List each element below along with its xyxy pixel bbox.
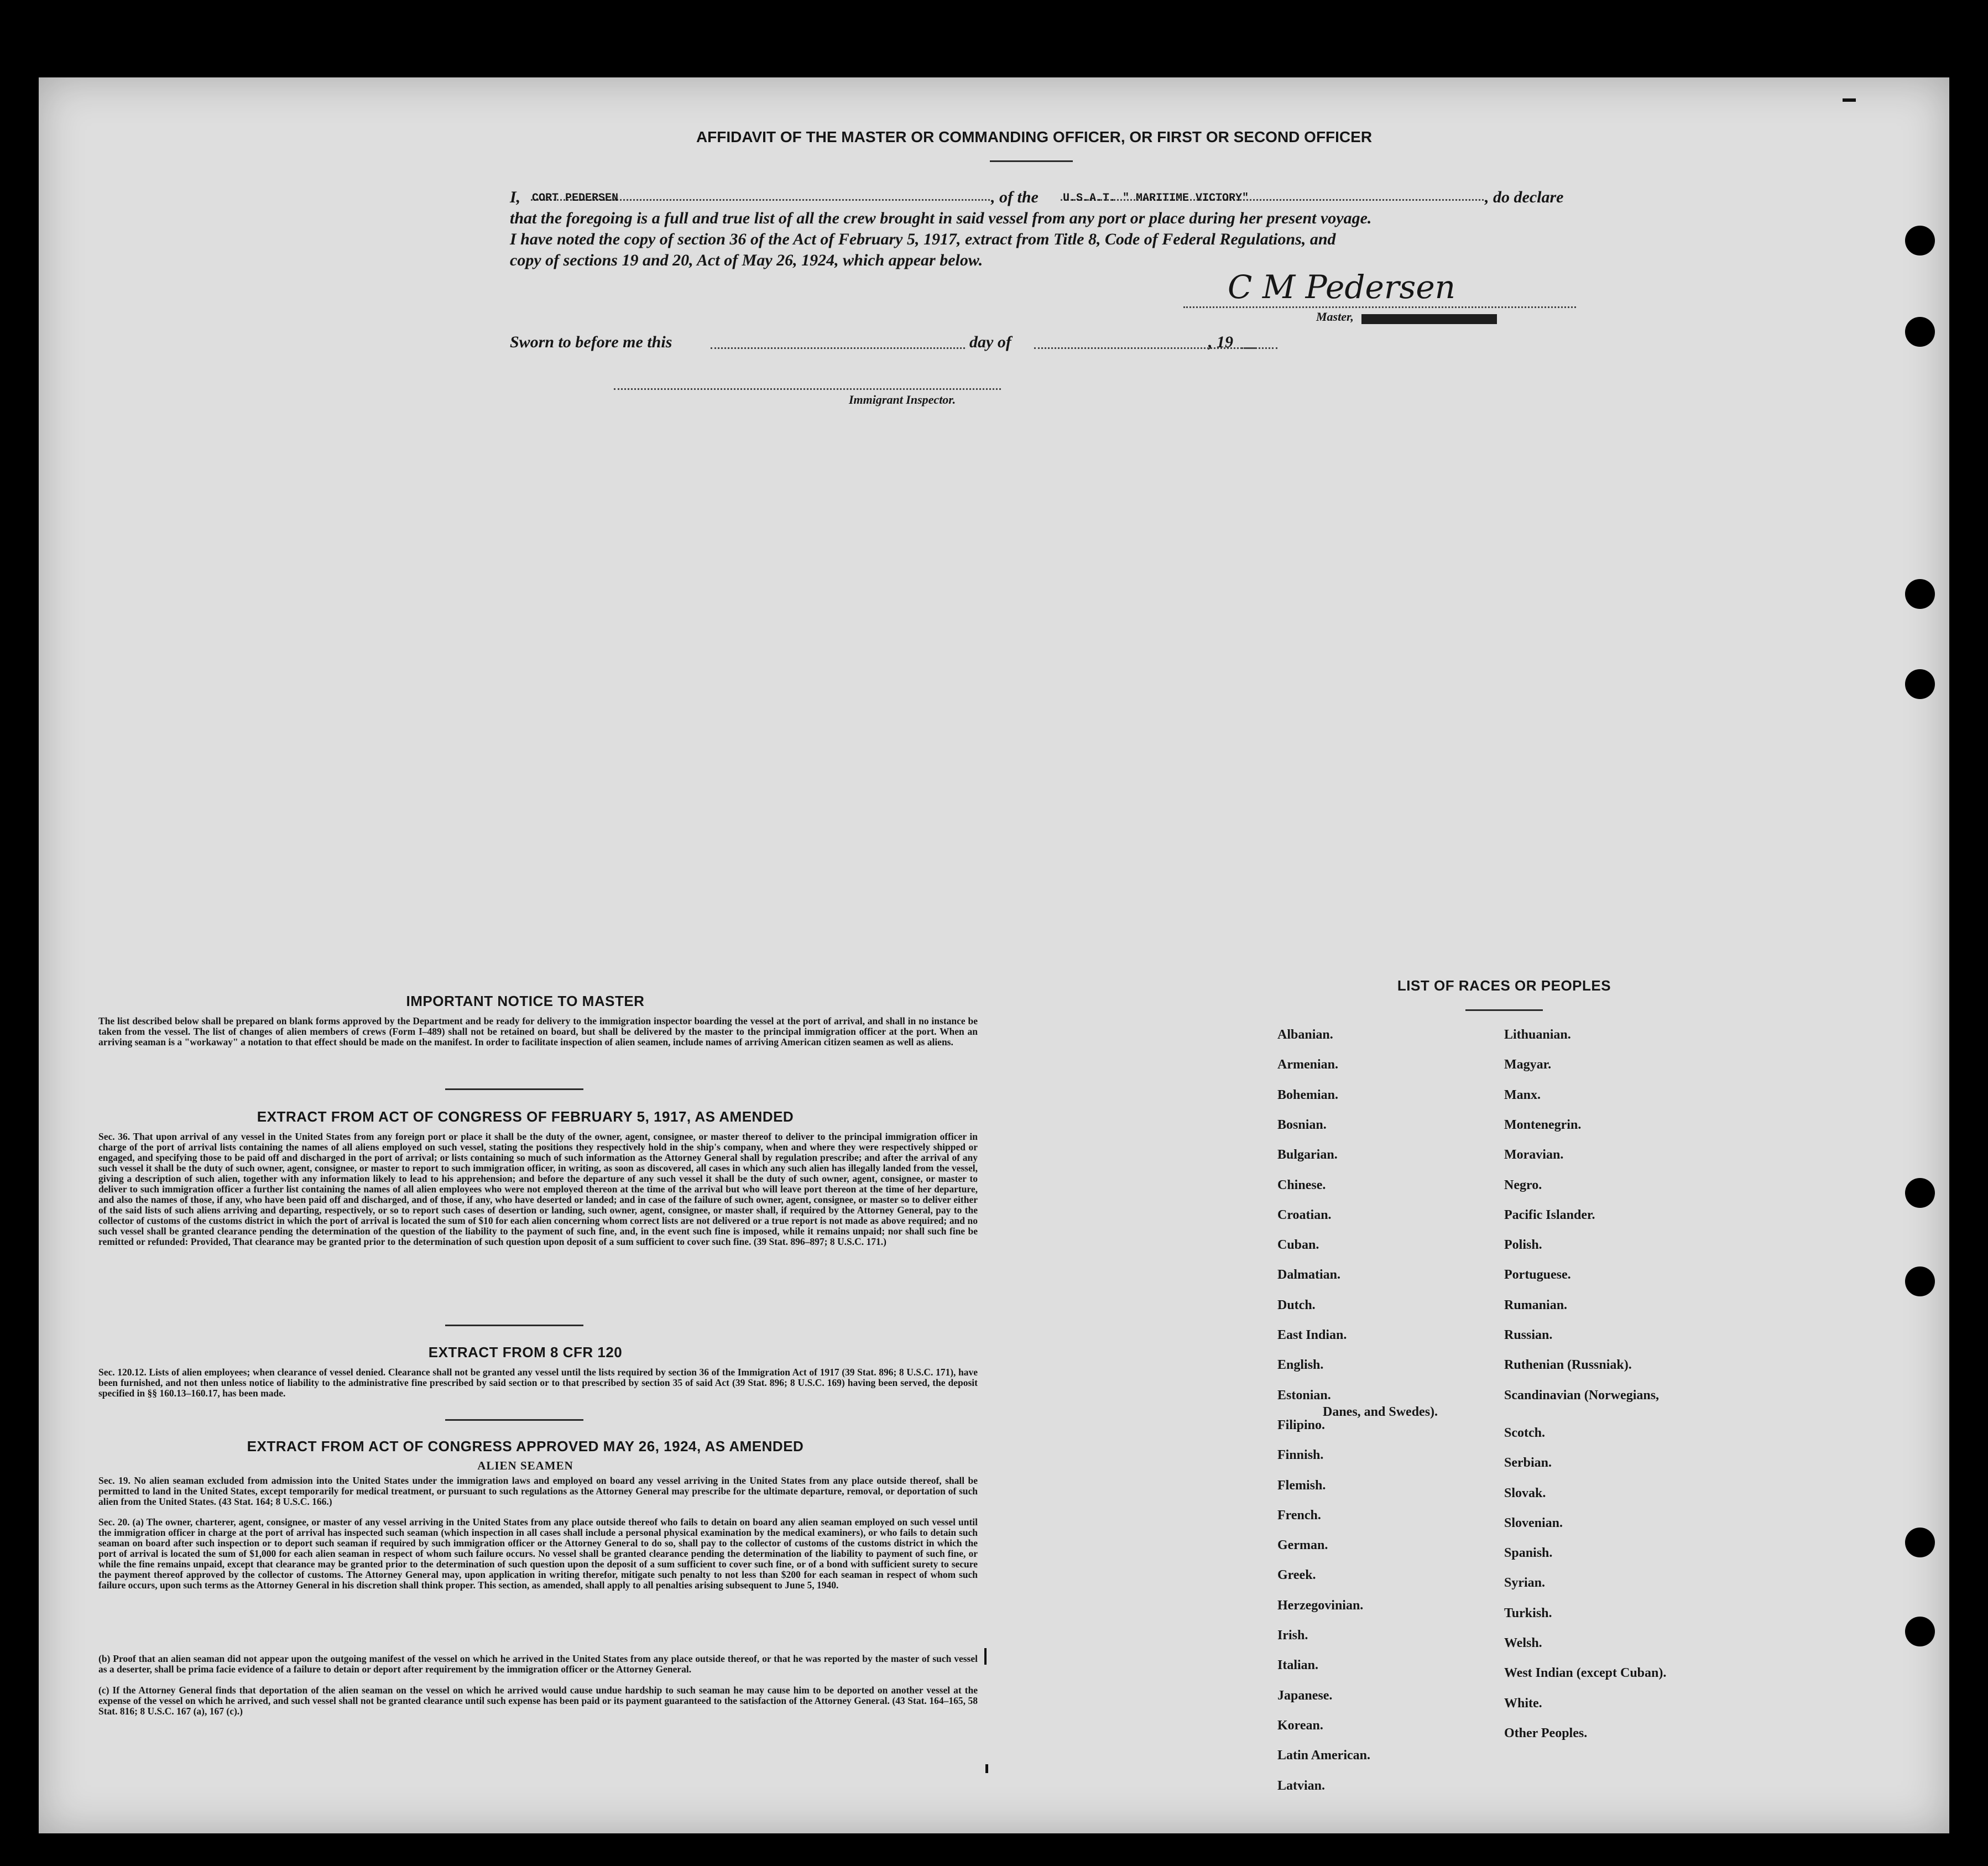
race-item: Magyar.: [1504, 1057, 1552, 1072]
notice-body: The list described below shall be prepared on blank forms approved by the Department and be ready for delivery to the immigration inspector boarding the vessel at the port of arrival, and shall in no instance be taken from the vessel. The list of changes of alien members of crews (Form I–489) shall not be retained on board, but shall be delivered by the master to the principal immigration officer at the port. When an arriving seaman is a "workaway" a notation to that effect should be made on the manifest. In order to facilitate inspection of alien seamen, include names of arriving American citizen seamen as well as aliens.: [98, 1015, 978, 1047]
race-item: Other Peoples.: [1504, 1726, 1588, 1740]
race-item: White.: [1504, 1696, 1542, 1711]
race-item: Dalmatian.: [1277, 1268, 1340, 1283]
declare-label: , do declare: [1485, 188, 1564, 206]
race-item: Scandinavian (Norwegians,: [1504, 1388, 1660, 1403]
divider: [445, 1088, 583, 1090]
race-item: Spanish.: [1504, 1546, 1553, 1561]
sworn-day-line: [711, 347, 965, 349]
race-item: Rumanian.: [1504, 1297, 1568, 1312]
extract-8cfr-body: Sec. 120.12. Lists of alien employees; when clearance of vessel denied. Clearance shall not be granted any vessel until the lists required by section 36 of the Immigration Act of 1917 (39 Stat. 896; 8 U.S.C. 171), have been furnished, and not then unless notice of liability to the administrative fine prescribed by said section or to that prescribed by section 35 of said Act (39 Stat. 896; 8 U.S.C. 169) having been served, the deposit specified in §§ 160.13–160.17, has been made.: [98, 1367, 978, 1399]
race-item: Pacific Islander.: [1504, 1207, 1595, 1222]
race-item: Herzegovinian.: [1277, 1598, 1364, 1613]
extract-8cfr-title: EXTRACT FROM 8 CFR 120: [428, 1344, 623, 1361]
race-item: West Indian (except Cuban).: [1504, 1666, 1667, 1681]
race-item: English.: [1277, 1358, 1324, 1373]
punch-hole-icon: [1905, 1528, 1935, 1557]
i-label: I,: [510, 188, 521, 206]
race-item: Serbian.: [1504, 1456, 1552, 1471]
stray-mark: [985, 1764, 988, 1773]
race-item: Moravian.: [1504, 1148, 1564, 1163]
race-item: Danes, and Swedes).: [1323, 1404, 1438, 1419]
race-item: Dutch.: [1277, 1297, 1316, 1312]
punch-hole-icon: [1905, 226, 1935, 256]
master-signature: C M Pedersen: [1228, 268, 1456, 306]
race-item: Bulgarian.: [1277, 1148, 1338, 1163]
punch-hole-icon: [1905, 1178, 1935, 1208]
race-item: Flemish.: [1277, 1478, 1326, 1493]
race-item: Montenegrin.: [1504, 1117, 1582, 1132]
inspector-line: [614, 388, 1001, 390]
master-name: CORT PEDERSEN: [532, 192, 619, 205]
race-item: German.: [1277, 1538, 1328, 1553]
divider: [445, 1325, 583, 1326]
extract-1917-title: EXTRACT FROM ACT OF CONGRESS OF FEBRUARY 5, 1917, AS AMENDED: [257, 1108, 794, 1125]
race-item: Lithuanian.: [1504, 1028, 1571, 1042]
punch-hole-icon: [1905, 1617, 1935, 1646]
year-line: [1241, 347, 1277, 349]
race-item: Bohemian.: [1277, 1087, 1339, 1102]
extract-1924-sec20c: (c) If the Attorney General finds that deportation of the alien seaman on the vessel on which he arrived would cause undue hardship to such seaman he may cause him to be deported on another vessel at the expense of the vessel on which he arrived, and such vessel shall not be granted clearance until such expense has been paid or its payment guaranteed to the satisfaction of the Attorney General. (43 Stat. 164–165, 58 Stat. 816; 8 U.S.C. 167 (a), 167 (c).): [98, 1685, 978, 1717]
punch-hole-icon: [1905, 317, 1935, 347]
document-page: [39, 77, 1949, 1833]
race-item: Welsh.: [1504, 1636, 1542, 1650]
race-item: Russian.: [1504, 1328, 1553, 1342]
day-of-label: day of: [969, 333, 1011, 351]
race-item: Croatian.: [1277, 1207, 1332, 1222]
extract-1924-sec19: Sec. 19. No alien seaman excluded from admission into the United States under the immigration laws and employed on board any vessel arriving in the United States from any place outside thereof, shall be permitted to land in the United States, except temporarily for medical treatment, or pursuant to such regulations as the Attorney General may prescribe for the ultimate departure, removal, or deportation of such alien from the United States. (43 Stat. 164; 8 U.S.C. 166.): [98, 1475, 978, 1507]
race-item: Latin American.: [1277, 1748, 1370, 1763]
race-item: Latvian.: [1277, 1778, 1326, 1793]
stray-mark: [984, 1648, 987, 1665]
extract-1924-sec20b: (b) Proof that an alien seaman did not appear upon the outgoing manifest of the vessel on which he arrived in the United States from any place outside thereof, or that he was reported by the master of such vessel as a deserter, shall be prima facie evidence of a failure to detain or deport after requirement by the immigration officer or the Attorney General.: [98, 1653, 978, 1675]
affidavit-line-3: I have noted the copy of section 36 of the Act of February 5, 1917, extract from Title 8, Code of Federal Regulations, and: [510, 230, 1336, 248]
race-item: Estonian.: [1277, 1388, 1331, 1403]
races-title: LIST OF RACES OR PEOPLES: [1397, 977, 1611, 994]
extract-1917-body: Sec. 36. That upon arrival of any vessel in the United States from any foreign port or place it shall be the duty of the owner, agent, consignee, or master thereof to deliver to the principal immigration officer in charge of the port of arrival lists containing the names of all aliens employed on such vessel, stating the positions they respectively hold in the ship's company, when and where they were respectively shipped or engaged, and specifying those to be paid off and discharged in the port of arrival; or lists containing so much of such information as the Attorney General shall by regulation prescribe; and after the arrival of any such vessel it shall be the duty of such owner, agent, consignee, or master to report to such immigration officer, in writing, as soon as discovered, all cases in which any such alien has illegally landed from the vessel, giving a description of such alien, together with any information likely to lead to his apprehension; and before the departure of any such vessel it shall be the duty of such owner, agent, consignee, or master to deliver to such immigration officer a further list containing the names of all alien employees who were not employed thereon at the time of the arrival but who will leave port thereon at the time of her departure, and also the names of those, if any, who have been paid off and discharged, and of those, if any, who have deserted or landed; and in case of the failure of such owner, agent, consignee, or master so to deliver either of the said lists of such aliens arriving and departing, respectively, or so to report such cases of desertion or landing, such owner, agent, consignee, or master shall, if required by the Attorney General, pay to the collector of customs of the customs district in which the port of arrival is located the sum of $10 for each alien concerning whom correct lists are not delivered or a true report is not made as above required; and no such vessel shall be granted clearance pending the determination of the question of the liability to the payment of such fine, and, in the event such fine is imposed, while it remains unpaid; nor shall such fine be remitted or refunded: Provided, That clearance may be granted prior to the determination of such question upon deposit of a sum sufficient to cover such fine. (39 Stat. 896–897; 8 U.S.C. 171.): [98, 1131, 978, 1247]
race-item: Scotch.: [1504, 1425, 1545, 1440]
race-item: Cuban.: [1277, 1238, 1319, 1253]
signature-line: [1183, 306, 1576, 308]
divider: [1465, 1009, 1543, 1011]
affidavit-line-2: that the foregoing is a full and true list of all the crew brought in said vessel from any port or place during her present voyage.: [510, 209, 1372, 227]
race-item: Finnish.: [1277, 1448, 1324, 1463]
race-item: Bosnian.: [1277, 1117, 1327, 1132]
race-item: Portuguese.: [1504, 1268, 1571, 1283]
stray-mark: [1843, 98, 1856, 102]
punch-hole-icon: [1905, 1266, 1935, 1296]
race-item: Turkish.: [1504, 1606, 1552, 1620]
extract-1924-sec20: Sec. 20. (a) The owner, charterer, agent, consignee, or master of any vessel arriving in the United States from any place outside thereof who fails to detain on board any alien seaman employed on such vessel until the immigration officer in charge at the port of arrival has inspected such seaman (which inspection in all cases shall include a personal physical examination by the medical examiners), or who fails to detain such seaman on board after such inspection or to deport such seaman if required by such immigration officer or the Attorney General to do so, shall pay to the collector of customs of the customs district in which the port of arrival is located the sum of $1,000 for each alien seaman in respect of whom such failure occurs. No vessel shall be granted clearance pending the determination of the liability to payment of such fine, or while the fine remains unpaid, except that clearance may be granted prior to the determination of such question upon the deposit of a sum sufficient to cover such fine, or of a bond with sufficient surety to secure the payment thereof approved by the collector of customs. The Attorney General may, upon application in writing therefor, mitigate such penalty to not less than $200 for each seaman in respect of whom such failure occurs, upon such terms as the Attorney General in his discretion shall think proper. This section, as amended, shall apply to all penalties arising subsequent to June 5, 1940.: [98, 1516, 978, 1591]
race-item: Chinese.: [1277, 1177, 1326, 1192]
race-item: Slovak.: [1504, 1485, 1546, 1500]
race-item: Albanian.: [1277, 1028, 1333, 1042]
of-label: , of the: [991, 188, 1039, 206]
affidavit-line-4: copy of sections 19 and 20, Act of May 26, 1924, which appear below.: [510, 251, 983, 269]
signature-caption: Master,: [1316, 310, 1354, 324]
sworn-label: Sworn to before me this: [510, 333, 672, 351]
extract-1924-title: EXTRACT FROM ACT OF CONGRESS APPROVED MAY 26, 1924, AS AMENDED: [247, 1438, 804, 1455]
punch-hole-icon: [1905, 669, 1935, 699]
race-item: Filipino.: [1277, 1417, 1326, 1432]
race-item: Syrian.: [1504, 1576, 1546, 1591]
inspector-caption: Immigrant Inspector.: [849, 393, 956, 406]
race-item: Irish.: [1277, 1628, 1308, 1643]
race-item: Negro.: [1504, 1177, 1542, 1192]
race-item: Korean.: [1277, 1718, 1323, 1733]
race-item: Armenian.: [1277, 1057, 1338, 1072]
race-item: Italian.: [1277, 1658, 1319, 1673]
divider: [445, 1419, 583, 1421]
extract-1924-subtitle: ALIEN SEAMEN: [477, 1459, 573, 1472]
race-item: Manx.: [1504, 1087, 1541, 1102]
divider: [990, 160, 1073, 162]
race-item: Greek.: [1277, 1568, 1316, 1583]
race-item: Ruthenian (Russniak).: [1504, 1358, 1632, 1373]
race-item: French.: [1277, 1508, 1321, 1523]
year-label: , 19: [1208, 333, 1233, 351]
race-item: Slovenian.: [1504, 1515, 1563, 1530]
punch-hole-icon: [1905, 579, 1935, 609]
vessel-name: U.S.A.T. " MARITIME VICTORY": [1063, 192, 1249, 205]
affidavit-title: AFFIDAVIT OF THE MASTER OR COMMANDING OFFICER, OR FIRST OR SECOND OFFICER: [696, 128, 1373, 145]
struck-out-titles: [1361, 314, 1497, 324]
notice-title: IMPORTANT NOTICE TO MASTER: [406, 993, 645, 1009]
race-item: Polish.: [1504, 1238, 1542, 1253]
race-item: Japanese.: [1277, 1688, 1333, 1703]
race-item: East Indian.: [1277, 1328, 1347, 1342]
